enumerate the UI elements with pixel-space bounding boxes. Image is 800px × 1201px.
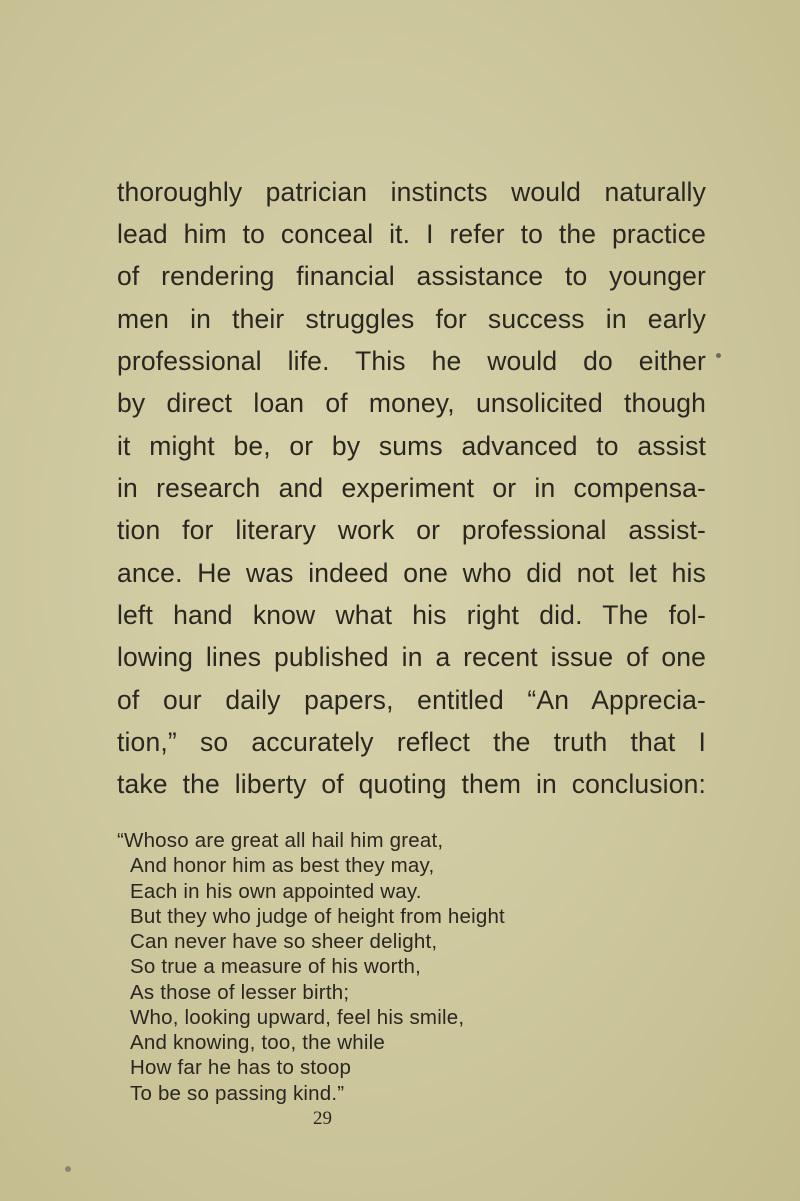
paragraph-line: left hand know what his right did. The fol- bbox=[117, 600, 706, 630]
verse-line: How far he has to stoop bbox=[130, 1056, 352, 1079]
paper-speck bbox=[715, 352, 722, 359]
verse-line: So true a measure of his worth, bbox=[130, 955, 422, 978]
paragraph-line: thoroughly patrician instincts would naturally bbox=[117, 177, 706, 207]
verse-line: Can never have so sheer delight, bbox=[130, 930, 438, 953]
verse-line: Who, looking upward, feel his smile, bbox=[130, 1006, 465, 1029]
verse-line: “Whoso are great all hail him great, bbox=[117, 829, 444, 852]
verse-line: To be so passing kind.” bbox=[130, 1082, 345, 1105]
paper-speck bbox=[64, 1165, 72, 1173]
paragraph-line: ance. He was indeed one who did not let his bbox=[117, 558, 706, 588]
paragraph-line: take the liberty of quoting them in conclusion: bbox=[117, 769, 706, 799]
verse-line: As those of lesser birth; bbox=[130, 981, 350, 1004]
paragraph-line: lowing lines published in a recent issue of one bbox=[117, 642, 706, 672]
paragraph-line: men in their struggles for success in early bbox=[117, 304, 706, 334]
paragraph-line: in research and experiment or in compensa- bbox=[117, 473, 706, 503]
verse-line: And knowing, too, the while bbox=[130, 1031, 385, 1054]
verse-line: Each in his own appointed way. bbox=[130, 880, 422, 903]
paragraph-line: of rendering financial assistance to younger bbox=[117, 261, 706, 291]
paragraph-line: of our daily papers, entitled “An Apprecia- bbox=[117, 685, 706, 715]
paragraph-line: professional life. This he would do either bbox=[117, 346, 706, 376]
verse-line: And honor him as best they may, bbox=[130, 854, 435, 877]
verse-line: But they who judge of height from height bbox=[130, 905, 505, 928]
paragraph-line: tion,” so accurately reflect the truth that I bbox=[117, 727, 706, 757]
paragraph-line: tion for literary work or professional assist- bbox=[117, 515, 706, 545]
paragraph-line: it might be, or by sums advanced to assist bbox=[117, 431, 706, 461]
paragraph-line: lead him to conceal it. I refer to the practice bbox=[117, 219, 706, 249]
paragraph-line: by direct loan of money, unsolicited though bbox=[117, 388, 706, 418]
page-number: 29 bbox=[313, 1108, 332, 1129]
